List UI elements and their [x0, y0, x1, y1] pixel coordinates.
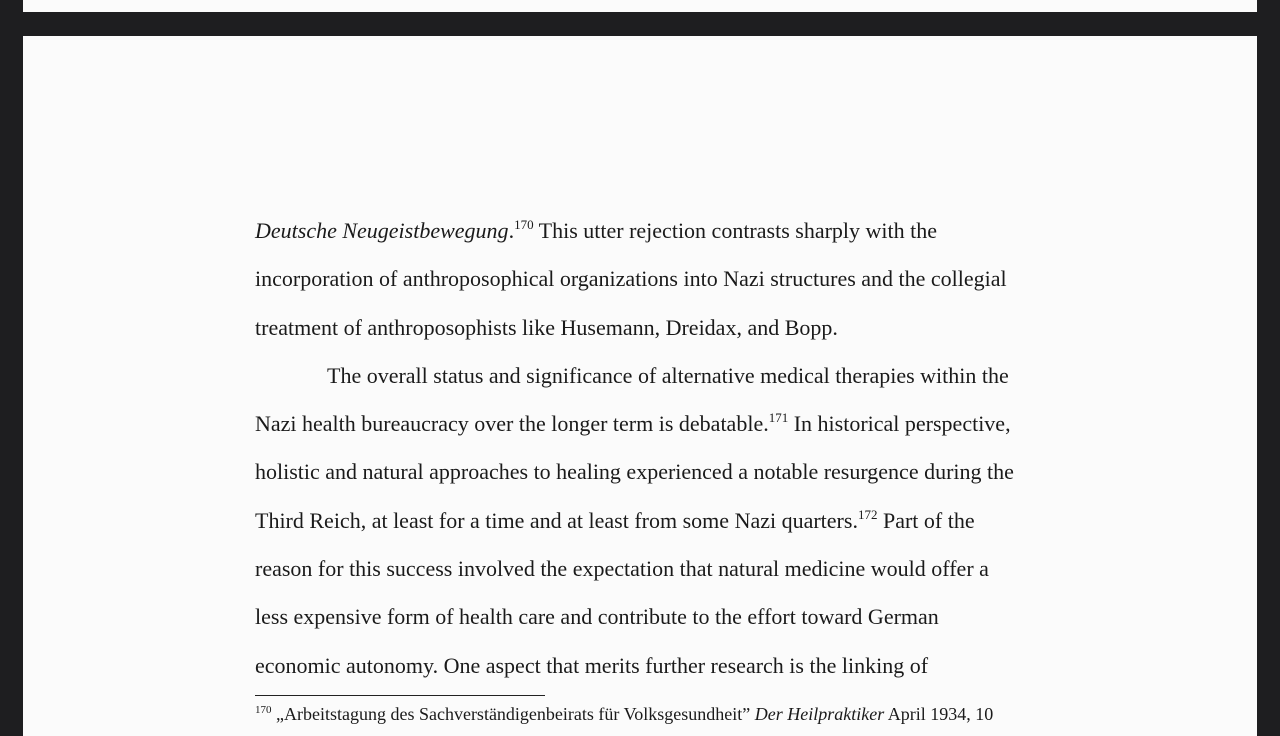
text-line-8: reason for this success involved the expectation that natural medicine would offer a — [255, 556, 989, 582]
document-page — [23, 36, 1257, 736]
text-line-2: incorporation of anthroposophical organizations into Nazi structures and the collegial — [255, 266, 1007, 292]
text-line-3: treatment of anthroposophists like Husemann, Dreidax, and Bopp. — [255, 314, 838, 340]
footnote-170: $^{170}$ „Arbeitstagung des Sachverständigenbeirats für Volksgesundheit” Der Heilpraktiker April 1934, 10 — [255, 704, 994, 724]
italic-term: Deutsche Neugeistbewegung — [255, 218, 509, 243]
page-body-text — [255, 207, 1135, 690]
text-line-4: The overall status and significance of alternative medical therapies within the — [327, 362, 1009, 388]
text-line-6: holistic and natural approaches to healing experienced a notable resurgence during the — [255, 459, 1014, 485]
text-line-5: Nazi health bureaucracy over the longer term is debatable.$^{171}$ In historical perspective, — [255, 410, 1011, 437]
footnote-italic-title: Der Heilpraktiker — [754, 704, 885, 724]
text-line-1: Deutsche Neugeistbewegung.$^{170}$ This utter rejection contrasts sharply with the — [255, 217, 938, 243]
text-line-7: Third Reich, at least for a time and at least from some Nazi quarters.$^{172}$ Part of the — [255, 506, 975, 533]
footnote-separator — [255, 695, 545, 696]
previous-page-edge — [23, 0, 1257, 12]
footnote-number: 170 — [255, 704, 272, 716]
footnote-ref-170[interactable]: 170 — [514, 217, 534, 232]
footnote-ref-171[interactable]: 171 — [768, 410, 789, 426]
footnote-ref-172[interactable]: 172 — [857, 506, 878, 522]
text-line-10: economic autonomy. One aspect that merits further research is the linking of — [255, 652, 929, 678]
text-line-9: less expensive form of health care and contribute to the effort toward German — [255, 604, 939, 630]
